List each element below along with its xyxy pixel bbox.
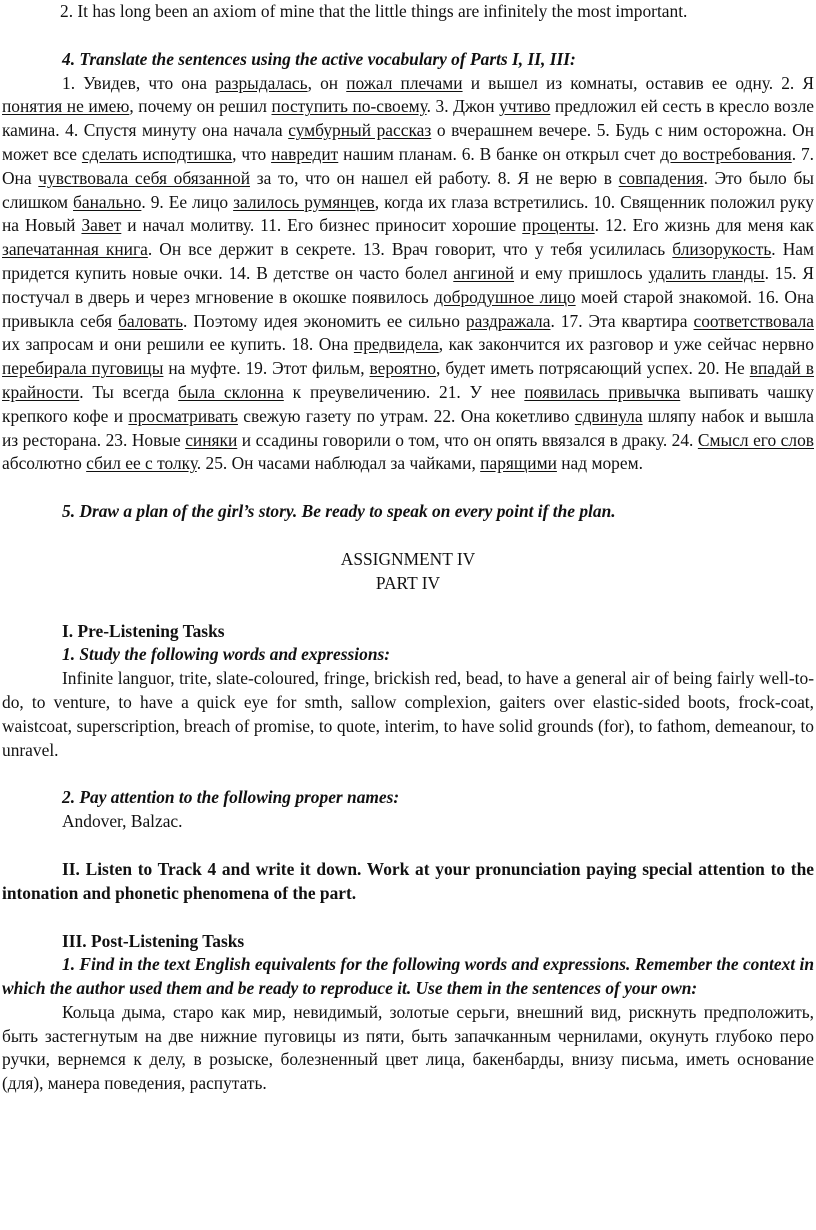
vocabulary-term: предвидела (353, 334, 439, 355)
sentence-text: . Это было бы слишком (2, 167, 814, 212)
vocabulary-term: впадай в крайности (2, 358, 815, 402)
sentence-text: на муфте. 19. Этот фильм, (163, 358, 370, 379)
vocabulary-term: близорукость (672, 239, 772, 260)
sentence-text: нашим планам. 6. В банке он открыл счет (338, 143, 661, 164)
vocabulary-term: раздражала (465, 310, 551, 331)
sentence-text: . 9. Ее лицо (141, 191, 234, 212)
vocabulary-term: соответствовала (693, 310, 814, 331)
vocabulary-term: удалить гланды (648, 262, 765, 283)
sentence-text: . Нам придется купить новые очки. 14. В детстве он часто болел (2, 239, 814, 283)
vocabulary-term: учтиво (499, 96, 551, 117)
sentence-text: , как закончится их разговор и уже сейчас нервно (438, 334, 815, 355)
sentence-text: над морем. (556, 453, 643, 474)
sentence-text: шляпу набок и вышла из ресторана. 23. Новые (2, 405, 814, 450)
vocabulary-term: перебирала пуговицы (2, 358, 164, 379)
vocabulary-term: сбил ее с толку (86, 453, 197, 474)
vocabulary-term: сделать исподтишка (81, 143, 233, 164)
sentence-text: . 3. Джон (426, 96, 500, 117)
section-1-task-2-text: Andover, Balzac. (62, 811, 183, 832)
section-3-heading: III. Post-Listening Tasks (62, 930, 245, 951)
vocabulary-term: ангиной (453, 262, 515, 283)
vocabulary-term: сумбурный рассказ (288, 120, 432, 141)
sentence-text: 1. Увидев, что она (62, 72, 216, 93)
sentence-text: . 17. Эта квартира (550, 310, 694, 331)
sentence-text: , он (307, 72, 347, 93)
vocabulary-term: понятия не имею (2, 96, 130, 117)
section-3-task-1-heading: 1. Find in the text English equivalents for the following words and expressions. Remember the context in which the author used them and be ready to reproduce it. Use them in the sentences of your own: (2, 954, 814, 999)
sentence-text: и вышел из комнаты, оставив ее одну. 2. Я (462, 72, 815, 93)
vocabulary-term: до востребования (660, 143, 792, 164)
vocabulary-term: вероятно (369, 358, 437, 379)
vocabulary-term: Смысл его слов (697, 429, 814, 450)
sentence-text: абсолютно (2, 453, 87, 474)
section-1-task-1-text: Infinite languor, trite, slate-coloured, fringe, brickish red, bead, to have a general air of being fairly well-to-do, to venture, to have a quick eye for smth, sallow complexion, gaiters over elastic-sided boots, frock-coat, waistcoat, superscription, breach of promise, to quote, interim, to have solid grounds (for), to fathom, demeanour, to unravel. (2, 668, 814, 760)
sentence-text: . 15. Я постучал в дверь и через мгновение в окошке появилось (2, 262, 814, 307)
sentence-text: . Поэтому идея экономить ее сильно (183, 310, 466, 331)
vocabulary-term: синяки (185, 429, 238, 450)
task-4-heading: 4. Translate the sentences using the active vocabulary of Parts I, II, III: (62, 48, 576, 69)
sentence-text: их запросам и они решили ее купить. 18. Она (2, 334, 354, 355)
vocabulary-term: сдвинула (574, 405, 643, 426)
sentence-text: выпивать чашку крепкого кофе и (2, 381, 814, 426)
vocabulary-term: баловать (118, 310, 183, 331)
sentence-text: . Ты всегда (79, 381, 179, 402)
vocabulary-term: Завет (81, 215, 122, 236)
vocabulary-term: банально (73, 191, 142, 212)
sentence-text: свежую газету по утрам. 22. Она кокетливо (237, 405, 575, 426)
vocabulary-term: проценты (522, 215, 595, 236)
sentence-text: и ссадины говорили о том, что он опять ввязался в драку. 24. (237, 429, 698, 450)
sentence-text: . 12. Его жизнь для меня как (594, 215, 814, 236)
section-1-heading: I. Pre-Listening Tasks (62, 620, 225, 641)
vocabulary-term: совпадения (618, 167, 704, 188)
section-3-task-1-text: Кольца дыма, старо как мир, невидимый, золотые серьги, внешний вид, рискнуть предположить, быть застегнутым на две нижние пуговицы из пяти, быть запачканным чернилами, окунуть глубоко перо ручки, вернемся к делу, в розыске, болезненный цвет лица, бакенбарды, внизу письма, иметь основание (для), манера поведения, распутать. (2, 1001, 814, 1094)
vocabulary-term: навредит (271, 143, 339, 164)
vocabulary-term: чувствовала себя обязанной (38, 167, 250, 188)
sentence-text: предложил ей сесть в кресло возле камина. 4. Спустя минуту она начала (2, 96, 814, 141)
vocabulary-term: просматривать (128, 405, 238, 426)
sentence-text: о вчерашнем вечере. 5. Будь с ним осторожна. Он может все (2, 120, 815, 164)
sentence-text: . Он все держит в секрете. 13. Врач говорит, что у тебя усилилась (147, 239, 673, 260)
sentence-text: . 25. Он часами наблюдал за чайками, (196, 453, 481, 474)
part-title: PART IV (375, 572, 441, 593)
sentence-text: , что (232, 143, 272, 164)
sentence-text: и ему пришлось (514, 262, 649, 283)
vocabulary-term: поступить по-своему (271, 96, 427, 117)
sentence-text: , почему он решил (129, 96, 272, 117)
sentence-text: за то, что он нашел ей работу. 8. Я не верю в (250, 167, 619, 188)
vocabulary-term: появилась привычка (524, 381, 681, 402)
sentence-text: и начал молитву. 11. Его бизнес приносит хорошие (121, 215, 523, 236)
vocabulary-term: добродушное лицо (434, 286, 576, 307)
vocabulary-term: пожал плечами (346, 72, 463, 93)
vocabulary-term: залилось румянцев (233, 191, 375, 212)
sentence-text: , будет иметь потрясающий успех. 20. Не (436, 358, 750, 379)
section-1-task-1-heading: 1. Study the following words and expressions: (62, 644, 391, 665)
sentence-text: к преувеличению. 21. У нее (283, 381, 525, 402)
sentence-text: моей старой знакомой. 16. Она привыкла себя (2, 286, 814, 331)
assignment-title: ASSIGNMENT IV (340, 548, 476, 569)
sentence-text: . 7. Она (2, 143, 815, 188)
vocabulary-term: разрыдалась (215, 72, 308, 93)
task-5-heading: 5. Draw a plan of the girl’s story. Be ready to speak on every point if the plan. (62, 501, 616, 522)
section-2-heading: II. Listen to Track 4 and write it down. Work at your pronunciation paying special attention to the intonation and phonetic phenomena of the part. (2, 858, 814, 903)
item-2-sentence: 2. It has long been an axiom of mine that the little things are infinitely the most important. (60, 1, 688, 21)
sentence-text: , когда их глаза встретились. 10. Священник положил руку на Новый (2, 191, 814, 236)
vocabulary-term: запечатанная книга (2, 239, 148, 260)
section-1-task-2-heading: 2. Pay attention to the following proper names: (62, 787, 400, 808)
vocabulary-term: была склонна (178, 381, 284, 402)
vocabulary-term: парящими (480, 453, 557, 474)
task-4-sentences (2, 72, 814, 477)
